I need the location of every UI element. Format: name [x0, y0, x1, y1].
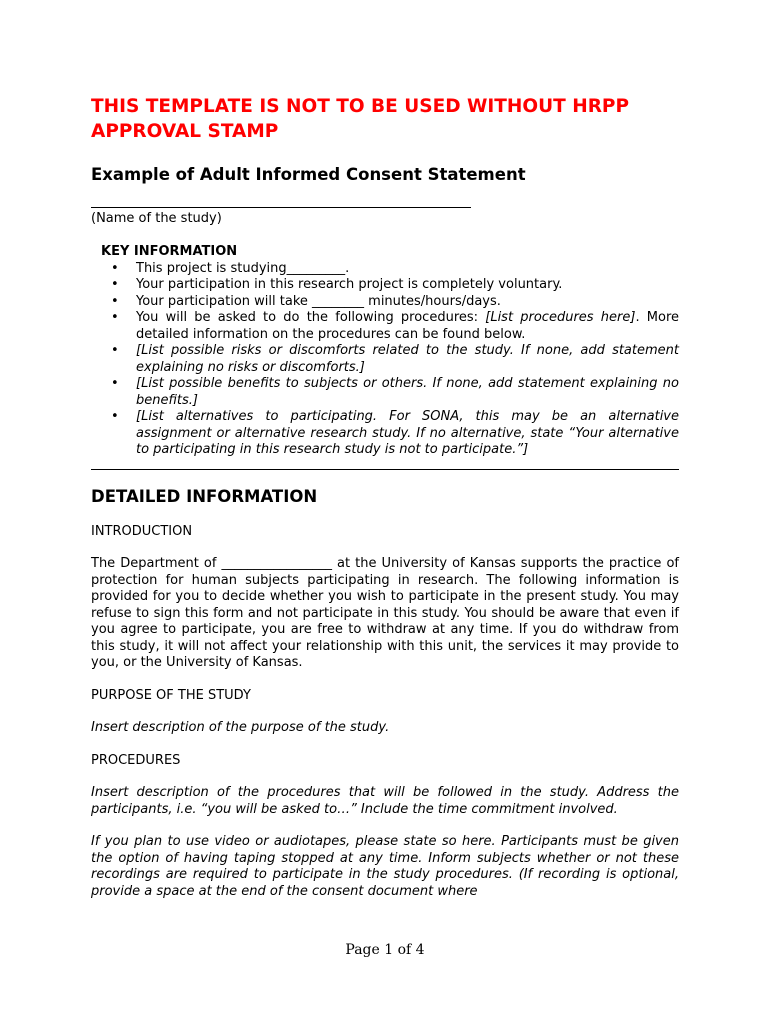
recording-text: If you plan to use video or audiotapes, please state so here. Participants must be given the option of having taping stopped at any time. Inform subjects whether or not these recordings are required to participate in the study procedures. (If recording is optional, provide a space at the end of the consent document where	[91, 834, 679, 899]
list-item: • This project is studying_________.	[111, 260, 350, 276]
study-name-label: (Name of the study)	[91, 211, 222, 226]
approval-warning: THIS TEMPLATE IS NOT TO BE USED WITHOUT HRPP APPROVAL STAMP	[91, 96, 630, 142]
bullet-icon: •	[111, 293, 119, 309]
bullet-icon: •	[111, 277, 119, 292]
list-item: • You will be asked to do the following procedures: [List procedures here]. More detailed information on the procedures can be found below.	[111, 310, 680, 342]
introduction-heading: INTRODUCTION	[91, 523, 193, 539]
procedures-heading: PROCEDURES	[91, 752, 181, 768]
list-item: • Your participation in this research project is completely voluntary.	[111, 277, 563, 292]
section-divider	[91, 469, 679, 470]
study-name-field	[91, 206, 679, 226]
bullet-icon: •	[111, 260, 119, 276]
list-item: • [List possible risks or discomforts related to the study. If none, add statement explaining no risks or discomforts.]	[111, 343, 679, 375]
introduction-text: The Department of _________________ at the University of Kansas supports the practice of protection for human subjects participating in research. The following information is provided for you to decide whether you wish to participate in the present study. You may refuse to sign this form and not participate in this study. You should be aware that even if you agree to participate, you are free to withdraw at any time. If you do withdraw from this study, it will not affect your relationship with this unit, the services it may provide to you, or the University of Kansas.	[91, 556, 679, 670]
page-number: Page 1 of 4	[345, 942, 425, 958]
bullet-icon: •	[111, 376, 119, 391]
detailed-information-heading: DETAILED INFORMATION	[91, 486, 318, 506]
document-title: Example of Adult Informed Consent Statement	[91, 165, 526, 184]
key-information-section	[101, 244, 679, 459]
procedures-text: Insert description of the procedures that will be followed in the study. Address the participants, i.e. “you will be asked to…” Include the time commitment involved.	[91, 785, 679, 817]
bullet-icon: •	[111, 343, 119, 358]
bullet-icon: •	[111, 409, 119, 424]
list-item: • Your participation will take ________ minutes/hours/days.	[111, 293, 501, 309]
purpose-text: Insert description of the purpose of the study.	[91, 720, 390, 735]
document-body	[91, 94, 679, 900]
key-information-heading: KEY INFORMATION	[101, 244, 238, 259]
study-name-blank	[91, 206, 471, 208]
purpose-heading: PURPOSE OF THE STUDY	[91, 687, 251, 703]
list-item: • [List alternatives to participating. For SONA, this may be an alternative assignment or alternative research study. If no alternative, state “Your alternative to participating in this research study is not to participate.”]	[111, 409, 679, 457]
key-information-list	[101, 261, 679, 459]
list-item: • [List possible benefits to subjects or others. If none, add statement explaining no benefits.]	[111, 376, 679, 408]
bullet-icon: •	[111, 310, 119, 325]
